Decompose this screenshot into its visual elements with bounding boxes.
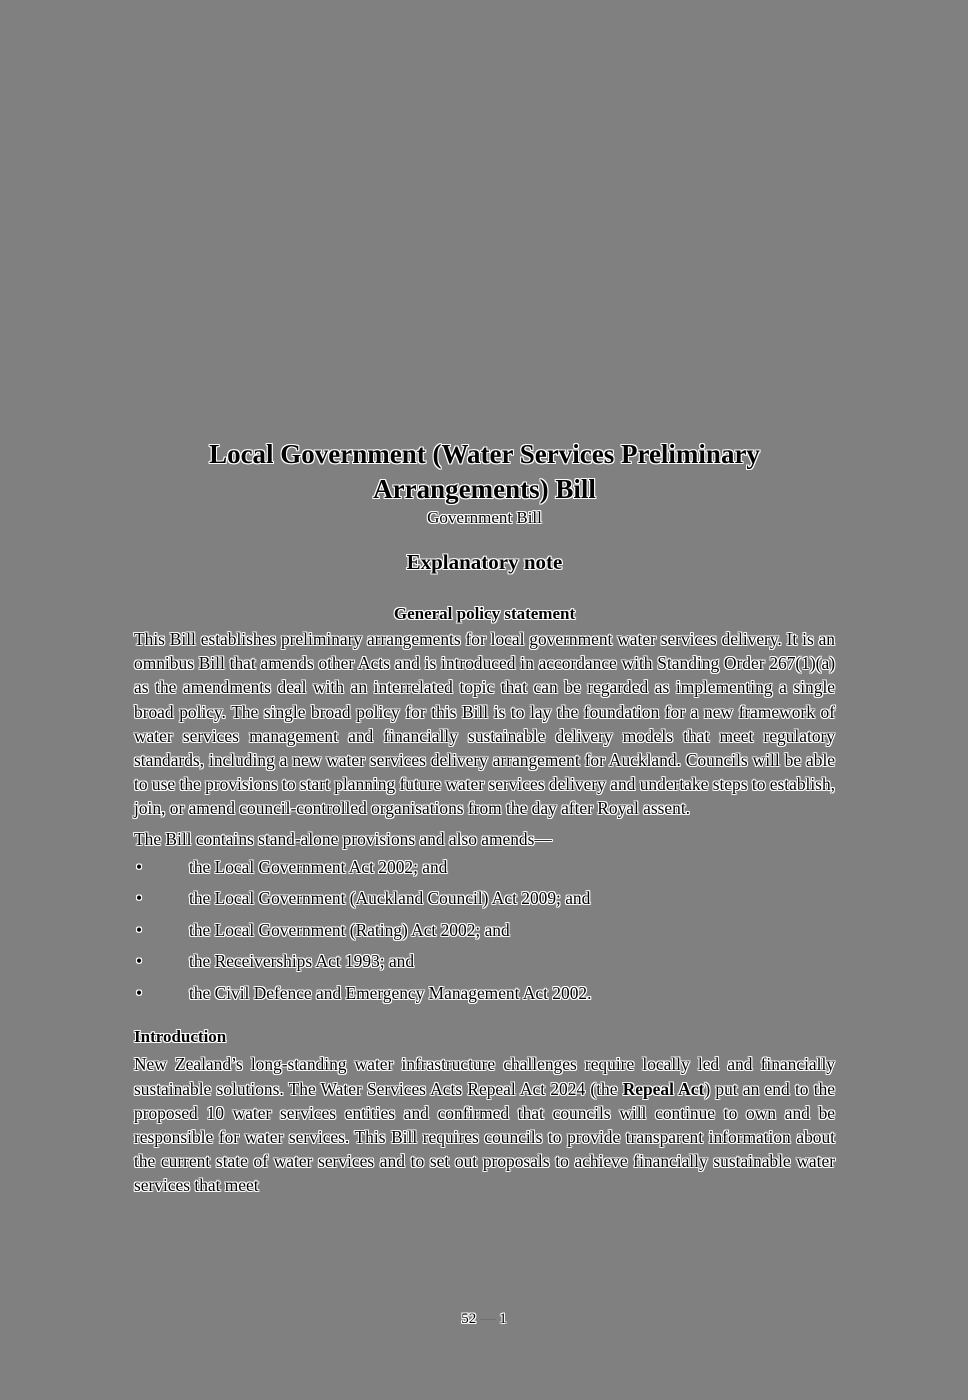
list-item-text: the Receiverships Act 1993; and: [189, 951, 415, 972]
repeal-act-defined-term: Repeal Act: [622, 1078, 705, 1099]
introduction-paragraph: [134, 1052, 835, 1197]
bullet-icon: •: [136, 919, 143, 940]
bill-title: [134, 437, 835, 507]
explanatory-note-heading: Explanatory note: [406, 550, 563, 574]
bullet-icon: •: [136, 951, 143, 972]
footer-separator: —: [480, 1311, 496, 1327]
general-policy-paragraph: This Bill establishes preliminary arrangements for local government water services delivery. It is an omnibus Bill that amends other Acts and is introduced in accordance with Standing Order 267(1)(a) as the amendments deal with an interrelated topic that can be regarded as implementing a single broad policy. The single broad policy for this Bill is to lay the foundation for a new framework of water services management and financially sustainable delivery models that meet regulatory standards, including a new water services delivery arrangement for Auckland. Councils will be able to use the provisions to start planning future water services delivery and undertake steps to establish, join, or amend council-controlled organisations from the day after Royal assent.: [134, 629, 835, 819]
introduction-section: [134, 1026, 835, 1197]
bullet-icon: •: [136, 888, 143, 909]
list-item: [134, 981, 835, 1013]
list-item: [134, 855, 835, 887]
general-policy-section: [134, 603, 835, 1012]
list-item: [134, 886, 835, 918]
page-footer: [0, 1310, 968, 1328]
bullet-icon: •: [136, 982, 143, 1003]
introduction-text-part-2: ) put an end to the proposed 10 water services entities and confirmed that councils will continue to own and be responsible for water services. This Bill requires councils to provide transparent information about the current state of water services and to set out proposals to achieve financially sustainable water services that meet: [134, 1078, 835, 1196]
list-item-text: the Local Government Act 2002; and: [189, 856, 448, 877]
list-item-text: the Local Government (Rating) Act 2002; and: [189, 919, 510, 940]
bill-version: 1: [499, 1311, 507, 1327]
list-item-text: the Local Government (Auckland Council) Act 2009; and: [189, 888, 591, 909]
introduction-text-part-1: New Zealand’s long-standing water infrastructure challenges require locally led and financially sustainable solutions. The Water Services Acts Repeal Act 2024 (the: [134, 1054, 835, 1099]
introduction-heading: Introduction: [134, 1027, 227, 1047]
document-page: [134, 437, 835, 1198]
list-item-text: the Civil Defence and Emergency Management Act 2002.: [189, 982, 592, 1003]
bill-type: Government Bill: [427, 508, 542, 527]
amends-list-lead: The Bill contains stand-alone provisions and also amends—: [134, 828, 552, 849]
bill-title-line-1: Local Government (Water Services Preliminary: [209, 439, 760, 469]
general-policy-heading: General policy statement: [393, 604, 576, 623]
bullet-icon: •: [136, 856, 143, 877]
amended-acts-list: [134, 855, 835, 1013]
bill-number: 52: [461, 1311, 477, 1327]
bill-title-line-2: Arrangements) Bill: [373, 474, 596, 504]
list-item: [134, 949, 835, 981]
list-item: [134, 918, 835, 950]
